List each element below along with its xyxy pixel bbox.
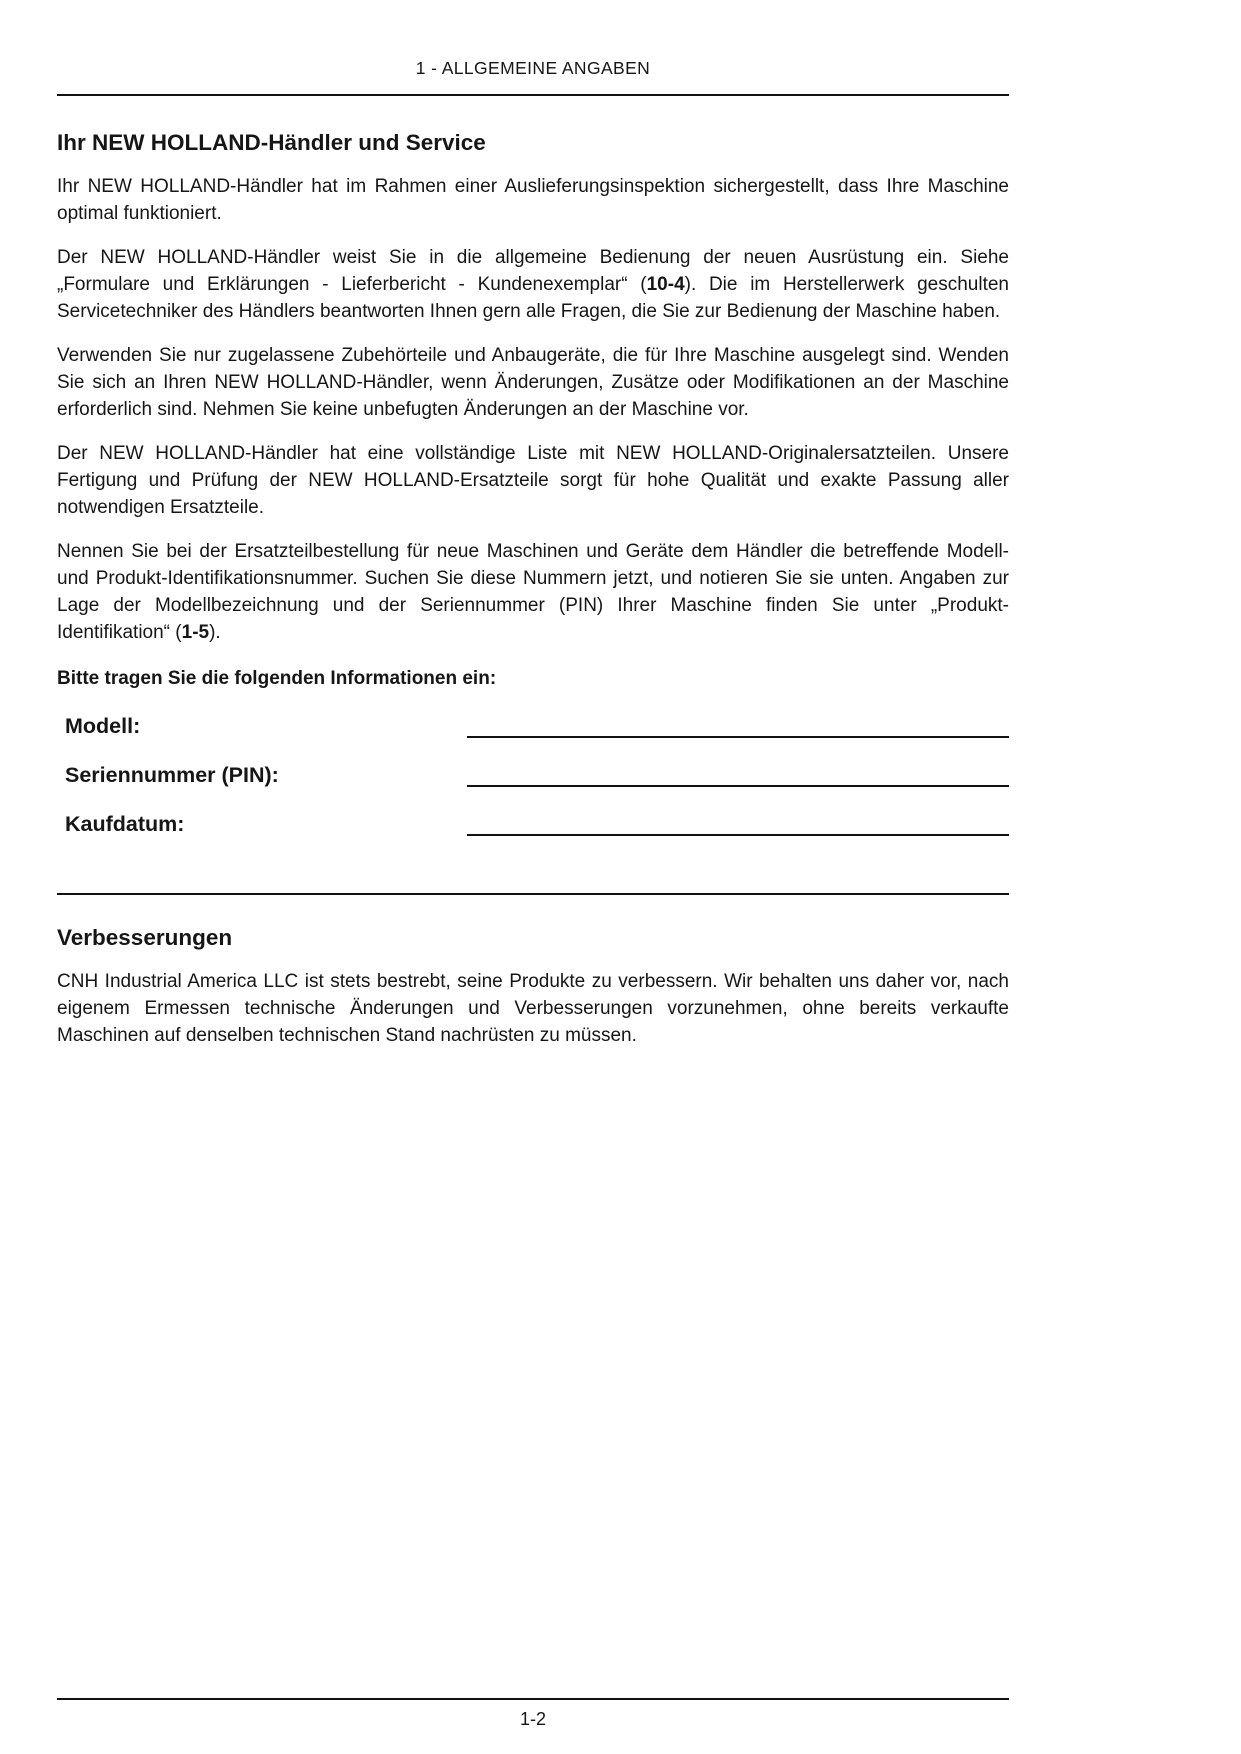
model-label: Modell:: [65, 714, 141, 738]
page-content: [57, 0, 1009, 1049]
model-entry-line: [467, 714, 1009, 738]
section-divider-rule: [57, 893, 1009, 895]
page-footer: [57, 1698, 1009, 1730]
footer-rule: [57, 1698, 1009, 1700]
paragraph-text: Der NEW HOLLAND-Händler weist Sie in die allgemeine Bedienung der neuen Ausrüstung ein. Siehe „Formulare und Erklärungen - Lieferbericht - Kundenexemplar“ (: [57, 247, 1009, 295]
form-intro: Bitte tragen Sie die folgenden Informationen ein:: [57, 668, 497, 689]
paragraph-text: ).: [209, 622, 221, 643]
form-row-serial-number: [57, 762, 1009, 788]
paragraph-original-parts: Der NEW HOLLAND-Händler hat eine vollständige Liste mit NEW HOLLAND-Originalersatzteilen. Unsere Fertigung und Prüfung der NEW HOLLAND-Ersatzteile sorgt für hohe Qualität und exakte Passung aller notwendigen Ersatzteile.: [57, 443, 1009, 518]
paragraph-approved-accessories: Verwenden Sie nur zugelassene Zubehörteile und Anbaugeräte, die für Ihre Maschine ausgelegt sind. Wenden Sie sich an Ihren NEW HOLLAND-Händler, wenn Änderungen, Zusätze oder Modifikationen an der Maschine erforderlich sind. Nehmen Sie keine unbefugten Änderungen an der Maschine vor.: [57, 345, 1009, 420]
serial-number-entry-line: [467, 763, 1009, 787]
paragraph-dealer-instruction: [57, 244, 1009, 325]
paragraph-improvements: CNH Industrial America LLC ist stets bestrebt, seine Produkte zu verbessern. Wir behalten uns daher vor, nach eigenem Ermessen technische Änderungen und Verbesserungen vorzunehmen, ohne bereits verkaufte Maschinen auf denselben technischen Stand nachrüsten zu müssen.: [57, 971, 1009, 1046]
cross-reference-10-4: 10-4: [646, 274, 685, 295]
form-row-model: [57, 713, 1009, 739]
paragraph-text: ). Die im Herstellerwerk geschulten Servicetechniker des Händlers beantworten Ihnen gern alle Fragen, die Sie zur Bedienung der Maschine haben.: [57, 274, 1009, 322]
paragraph-delivery-inspection: Ihr NEW HOLLAND-Händler hat im Rahmen einer Auslieferungsinspektion sichergestellt, dass Ihre Maschine optimal funktioniert.: [57, 176, 1009, 224]
header-rule: [57, 94, 1009, 96]
section-title-improvements: Verbesserungen: [57, 925, 233, 950]
page-number: 1-2: [519, 1709, 546, 1729]
paragraph-parts-ordering: [57, 538, 1009, 646]
chapter-header: 1 - ALLGEMEINE ANGABEN: [415, 58, 651, 78]
serial-number-label: Seriennummer (PIN):: [65, 763, 279, 787]
purchase-date-entry-line: [467, 812, 1009, 836]
cross-reference-1-5: 1-5: [181, 622, 210, 643]
section-title-dealer-service: Ihr NEW HOLLAND-Händler und Service: [57, 130, 486, 155]
purchase-date-label: Kaufdatum:: [65, 812, 185, 836]
paragraph-text: Nennen Sie bei der Ersatzteilbestellung für neue Maschinen und Geräte dem Händler die betreffende Modell- und Produkt-Identifikationsnummer. Suchen Sie diese Nummern jetzt, und notieren Sie sie unten. Angaben zur Lage der Modellbezeichnung und der Seriennummer (PIN) Ihrer Maschine finden Sie unter „Produkt-Identifikation“ (: [57, 541, 1009, 643]
form-row-purchase-date: [57, 811, 1009, 837]
